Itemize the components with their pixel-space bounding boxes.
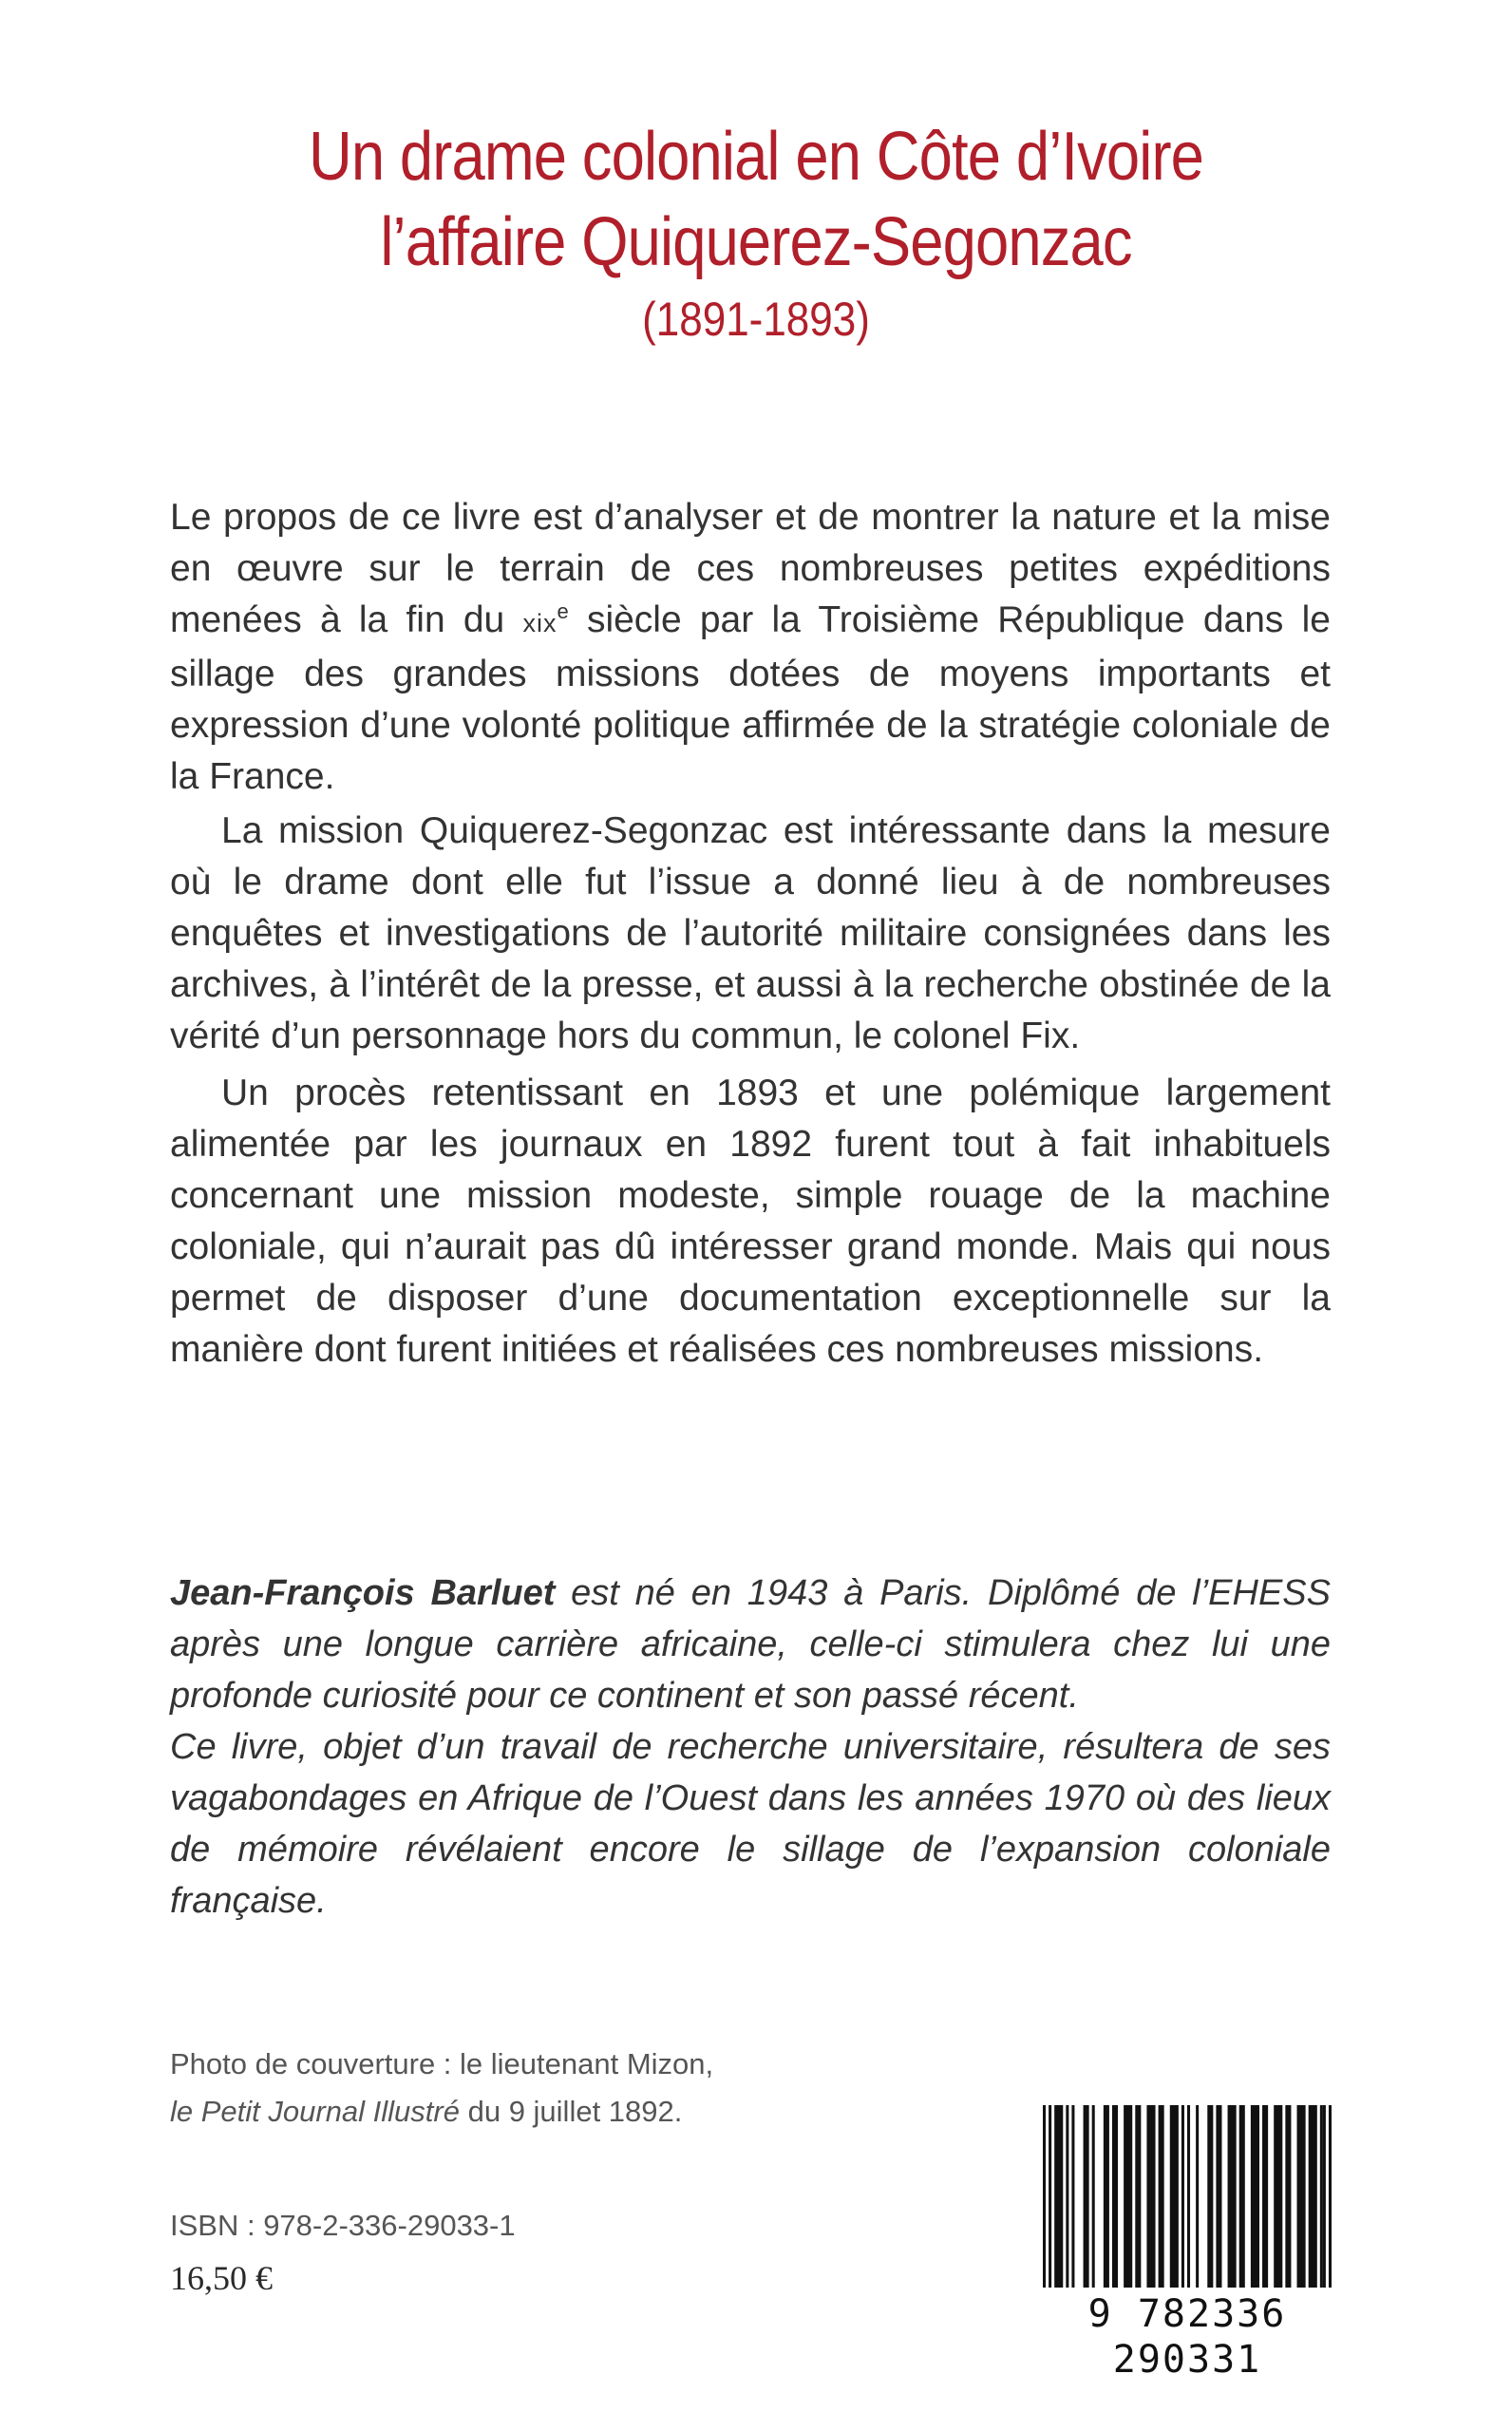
- barcode-bar: [1054, 2105, 1063, 2288]
- barcode-bar: [1251, 2105, 1259, 2288]
- barcode-bar: [1071, 2105, 1074, 2288]
- credit-publication: le Petit Journal Illustré: [170, 2095, 460, 2128]
- author-bio: [170, 1567, 1331, 1927]
- isbn-barcode: [1030, 2105, 1345, 2382]
- description-paragraph-3: [170, 1068, 1331, 1376]
- para3-text: Un procès retentissant en 1893 et une polémique largement alimentée par les journaux en 1892 furent tout à fait inhabituels concernant une mission modeste, simple rouage de la machine coloniale, qui n’aurait pas dû intéresser grand monde. Mais qui nous permet de disposer d’une documentation exceptionnelle sur la manière dont furent initiées et réalisées ces nombreuses missions.: [170, 1073, 1331, 1370]
- title-block: [0, 114, 1512, 350]
- credit-line-2: [170, 2088, 713, 2136]
- barcode-bar: [1066, 2105, 1068, 2288]
- century-numeral: xix: [522, 609, 558, 637]
- barcode-bar: [1297, 2105, 1306, 2288]
- barcode-bar: [1239, 2105, 1245, 2288]
- barcode-bar: [1092, 2105, 1095, 2288]
- price: 16,50 €: [170, 2259, 273, 2297]
- barcode-bar: [1146, 2105, 1155, 2288]
- barcode-bar: [1112, 2105, 1118, 2288]
- barcode-bar: [1207, 2105, 1213, 2288]
- credit-line-1: Photo de couverture : le lieutenant Mizon,: [170, 2047, 714, 2080]
- book-title-line-1: Un drame colonial en Côte d’Ivoire: [308, 119, 1204, 195]
- barcode-bar: [1124, 2105, 1132, 2288]
- cover-photo-credit: [170, 2041, 713, 2136]
- barcode-bar: [1329, 2105, 1332, 2288]
- credit-date: du 9 juillet 1892.: [459, 2095, 683, 2128]
- barcode-bar: [1323, 2105, 1326, 2288]
- para1-text-start: Le propos de ce livre est d’analyser et de montrer la nature et la mise en œuvre sur le terrain de ces nombreuses petites expéditions menées à la fin du: [170, 497, 1331, 640]
- description-paragraph-1: [170, 492, 1331, 803]
- book-title-line-2: l’affaire Quiquerez-Segonzac: [380, 204, 1132, 280]
- barcode-bar: [1187, 2105, 1190, 2288]
- barcode-bar: [1274, 2105, 1282, 2288]
- barcode-bars: [1043, 2105, 1332, 2291]
- barcode-bar: [1043, 2105, 1046, 2288]
- barcode-bar: [1309, 2105, 1317, 2288]
- book-title-years: (1891-1893): [642, 293, 870, 346]
- barcode-bar: [1262, 2105, 1268, 2288]
- isbn: ISBN : 978-2-336-29033-1: [170, 2209, 516, 2242]
- barcode-bar: [1181, 2105, 1184, 2288]
- barcode-bar: [1196, 2105, 1199, 2288]
- barcode-digits: 9 782336 290331: [1087, 2292, 1287, 2382]
- barcode-bar: [1285, 2105, 1291, 2288]
- century-superscript: e: [557, 599, 569, 623]
- description-paragraph-2: [170, 806, 1331, 1062]
- author-name: Jean-François Barluet: [170, 1573, 556, 1613]
- barcode-bar: [1084, 2105, 1089, 2288]
- barcode-bar: [1159, 2105, 1164, 2288]
- barcode-bar: [1135, 2105, 1141, 2288]
- author-bio-text-2: Ce livre, objet d’un travail de recherche universitaire, résultera de ses vagabondages en Afrique de l’Ouest dans les années 1970 où des lieux de mémoire révélaient encore le sillage de l’expansion coloniale française.: [170, 1727, 1331, 1921]
- barcode-bar: [1170, 2105, 1179, 2288]
- para2-text: La mission Quiquerez-Segonzac est intéressante dans la mesure où le drame dont elle fut l’issue a donné lieu à de nombreuses enquêtes et investigations de l’autorité militaire consignées dans les archives, à l’intérêt de la presse, et aussi à la recherche obstinée de la vérité d’un personnage hors du commun, le colonel Fix.: [170, 810, 1331, 1056]
- barcode-bar: [1320, 2105, 1323, 2288]
- para1-text-end: siècle par la Troisième République dans le sillage des grandes missions dotées de moyens importants et expression d’une volonté politique affirmée de la stratégie coloniale de la France.: [170, 599, 1331, 797]
- barcode-bar: [1049, 2105, 1051, 2288]
- barcode-bar: [1228, 2105, 1237, 2288]
- barcode-bar: [1104, 2105, 1109, 2288]
- barcode-bar: [1216, 2105, 1221, 2288]
- author-bio-text-1: est né en 1943 à Paris. Diplômé de l’EHESS après une longue carrière africaine, celle-ci stimulera chez lui une profonde curiosité pour ce continent et son passé récent.: [170, 1573, 1331, 1716]
